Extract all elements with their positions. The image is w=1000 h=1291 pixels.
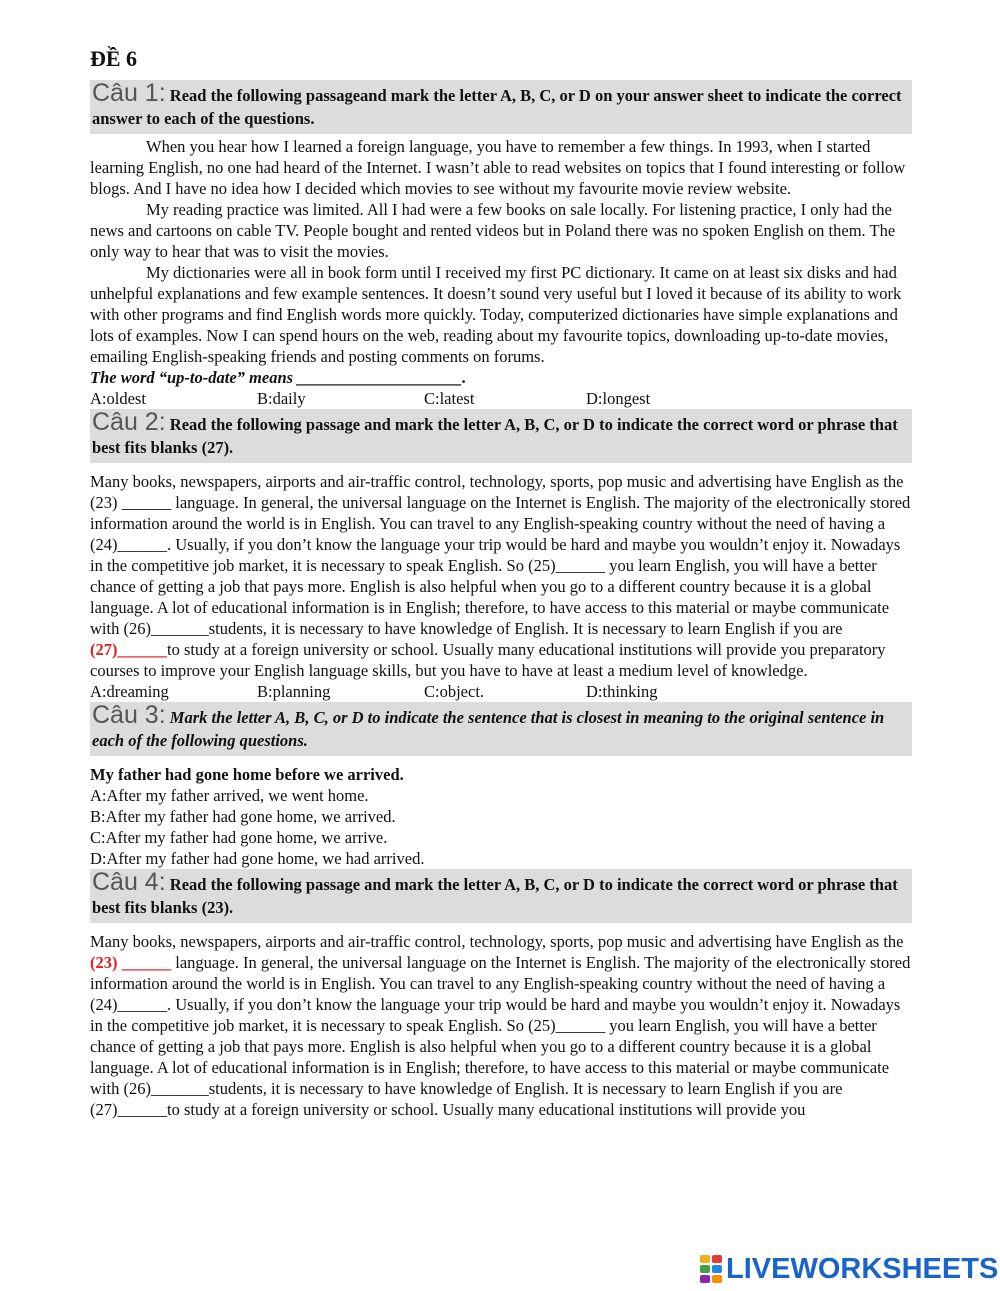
question-3-label: Câu 3:	[92, 701, 166, 729]
q2-passage-after: to study at a foreign university or school. Usually many educational institutions will provide you preparatory courses to improve your English language skills, but you have to have at least a medium level of knowledge.	[90, 640, 886, 680]
liveworksheets-logo[interactable]	[700, 1253, 998, 1285]
logo-text: LIVEWORKSHEETS	[726, 1253, 999, 1285]
question-3-instruction: Mark the letter A, B, C, or D to indicate the sentence that is closest in meaning to the original sentence in each of the following questions.	[92, 708, 885, 750]
question-2-instruction: Read the following passage and mark the letter A, B, C, or D to indicate the correct word or phrase that best fits blanks (27).	[92, 415, 898, 457]
question-1-header	[90, 80, 912, 134]
logo-blocks-icon	[700, 1255, 722, 1283]
q3-option-d[interactable]: D:After my father had gone home, we had arrived.	[90, 849, 425, 868]
question-1-label: Câu 1:	[92, 79, 166, 107]
q1-paragraph-3: My dictionaries were all in book form until I received my first PC dictionary. It came on at least six disks and had unhelpful explanations and few example sentences. It doesn’t sound very useful but I loved it because of its ability to work with other programs and find English words more quickly. Today, computerized dictionaries have simple explanations and lots of examples. Now I can spend hours on the web, reading about my favourite topics, downloading up-to-date movies, emailing English-speaking friends and posting comments on forums.	[90, 263, 902, 366]
question-4-instruction: Read the following passage and mark the letter A, B, C, or D to indicate the correct word or phrase that best fits blanks (23).	[92, 875, 898, 917]
page-title: ĐỀ 6	[90, 46, 138, 71]
q1-option-d[interactable]: D:longest	[586, 389, 651, 408]
q4-passage-after: language. In general, the universal language on the Internet is English. The majority of the electronically stored information around the world is in English. You can travel to any English-speaking country without the need of having a (24)______. Usually, if you don’t know the language your trip would be hard and maybe you wouldn’t enjoy it. Nowadays in the competitive job market, it is necessary to speak English. So (25)______ you learn English, you will have a better chance of getting a job that pays more. English is also helpful when you go to a different country because it is a global language. A lot of educational information is in English; therefore, to have access to this material or maybe communicate with (26)_______students, it is necessary to have knowledge of English. It is necessary to learn English if you are (27)______to study at a foreign university or school. Usually many educational institutions will provide you	[90, 953, 911, 1119]
worksheet-page	[90, 44, 912, 1120]
q4-passage-before: Many books, newspapers, airports and air-traffic control, technology, sports, pop music and advertising have English as the	[90, 932, 904, 951]
q3-option-c[interactable]: C:After my father had gone home, we arrive.	[90, 828, 388, 847]
q4-highlight-blank: (23) ______	[90, 953, 172, 972]
q2-passage-before: Many books, newspapers, airports and air-traffic control, technology, sports, pop music and advertising have English as the (23) ______ language. In general, the universal language on the Internet is English. The majority of the electronically stored information around the world is in English. You can travel to any English-speaking country without the need of having a (24)______. Usually, if you don’t know the language your trip would be hard and maybe you wouldn’t enjoy it. Nowadays in the competitive job market, it is necessary to speak English. So (25)______ you learn English, you will have a better chance of getting a job that pays more. English is also helpful when you go to a different country because it is a global language. A lot of educational information is in English; therefore, to have access to this material or maybe communicate with (26)_______students, it is necessary to have knowledge of English. It is necessary to learn English if you are	[90, 472, 911, 638]
q4-passage	[90, 931, 912, 1120]
q2-options	[90, 681, 912, 702]
q2-option-c[interactable]: C:object.	[424, 682, 485, 701]
q2-option-a[interactable]: A:dreaming	[90, 682, 169, 701]
question-1-instruction: Read the following passageand mark the letter A, B, C, or D on your answer sheet to indicate the correct answer to each of the questions.	[92, 86, 902, 128]
q3-option-b[interactable]: B:After my father had gone home, we arrived.	[90, 807, 396, 826]
q3-option-a[interactable]: A:After my father arrived, we went home.	[90, 786, 369, 805]
question-3-header	[90, 702, 912, 756]
q2-option-d[interactable]: D:thinking	[586, 682, 658, 701]
question-4-label: Câu 4:	[92, 868, 166, 896]
q1-option-a[interactable]: A:oldest	[90, 389, 146, 408]
q1-paragraph-1: When you hear how I learned a foreign language, you have to remember a few things. In 1993, when I started learning English, no one had heard of the Internet. I wasn’t able to read websites on topics that I found interesting or follow blogs. And I have no idea how I decided which movies to see without my favourite movie review website.	[90, 137, 906, 198]
q1-option-c[interactable]: C:latest	[424, 389, 475, 408]
q2-option-b[interactable]: B:planning	[257, 682, 331, 701]
q1-question: The word “up-to-date” means ____________________.	[90, 368, 467, 387]
q1-paragraph-2: My reading practice was limited. All I had were a few books on sale locally. For listening practice, I only had the news and cartoons on cable TV. People bought and rented videos but in Poland there was no spoken English on them. The only way to hear that was to visit the movies.	[90, 200, 896, 261]
q3-sentence: My father had gone home before we arrived.	[90, 765, 404, 784]
question-2-header	[90, 409, 912, 463]
question-2-label: Câu 2:	[92, 408, 166, 436]
q2-passage	[90, 471, 912, 681]
q1-options	[90, 388, 912, 409]
q2-highlight-blank: (27)______	[90, 640, 167, 659]
question-4-header	[90, 869, 912, 923]
q1-option-b[interactable]: B:daily	[257, 389, 306, 408]
